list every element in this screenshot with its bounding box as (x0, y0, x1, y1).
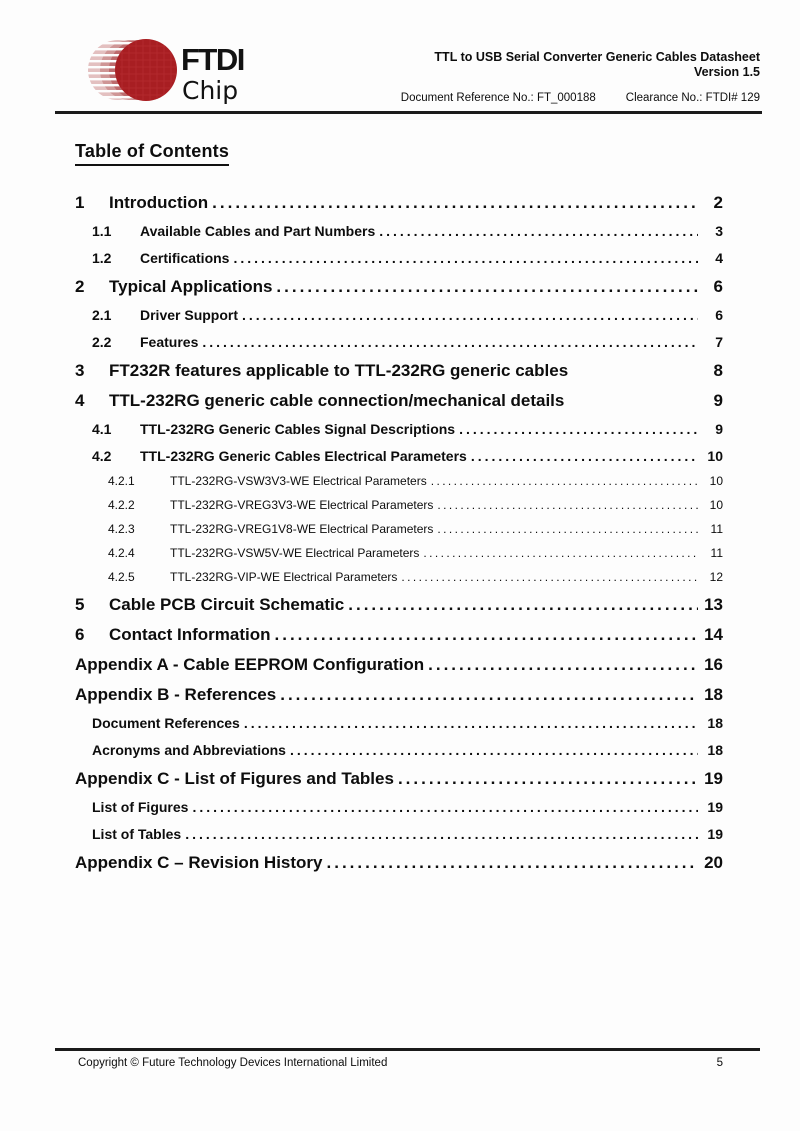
toc-entry-label: Available Cables and Part Numbers (140, 223, 376, 239)
logo-sub-text: Chip (182, 76, 239, 105)
toc-entry-page: 8 (713, 361, 723, 380)
toc-entry-label: Appendix C – Revision History (75, 853, 323, 872)
toc-entry-number: 4.2.3 (108, 522, 135, 536)
toc-entry-4-2[interactable] (75, 446, 723, 466)
toc-entry-label: TTL-232RG-VREG3V3-WE Electrical Parameters (170, 498, 434, 512)
toc-entry-appendix-c-figures[interactable] (75, 768, 723, 790)
toc-entry-page: 14 (704, 625, 723, 644)
toc-dot-leader (244, 713, 698, 733)
header-title-block (434, 50, 760, 80)
clearance-number: Clearance No.: FTDI# 129 (625, 92, 760, 104)
toc-entry-label: TTL-232RG Generic Cables Electrical Parameters (140, 448, 467, 464)
toc-entry-page: 10 (709, 498, 723, 512)
toc-dot-leader (471, 446, 698, 466)
toc-entry-label: Introduction (109, 193, 209, 212)
toc-entry-page: 11 (710, 546, 723, 560)
toc-entry-label: Driver Support (140, 307, 239, 323)
toc-entry-number: 1.2 (92, 250, 112, 266)
toc-dot-leader (423, 544, 698, 562)
toc-entry-number: 4.1 (92, 421, 112, 437)
toc-entry-page: 10 (707, 448, 723, 464)
toc-entry-4-2-3[interactable] (75, 520, 723, 538)
toc-dot-leader (275, 624, 699, 646)
toc-entry-label: TTL-232RG generic cable connection/mechanical details (109, 391, 565, 410)
toc-entry-number: 4.2.4 (108, 546, 135, 560)
toc-entry-page: 3 (715, 223, 723, 239)
toc-entry-page: 4 (715, 250, 723, 266)
toc-entry-number: 2.1 (92, 307, 112, 323)
toc-entry-number: 2 (75, 277, 85, 296)
toc-dot-leader (192, 797, 698, 817)
toc-entry-4-2-2[interactable] (75, 496, 723, 514)
toc-entry-number: 2.2 (92, 334, 112, 350)
toc-dot-leader (327, 852, 699, 874)
ftdi-logo-graphic (84, 36, 244, 106)
toc-entry-4-2-1[interactable] (75, 472, 723, 490)
toc-entry-1-1[interactable] (75, 221, 723, 241)
page-footer (78, 1057, 723, 1069)
toc-dot-leader (242, 305, 698, 325)
toc-entry-label: TTL-232RG-VSW3V3-WE Electrical Parameters (170, 474, 427, 488)
toc-entry-4-2-4[interactable] (75, 544, 723, 562)
toc-entry-list-of-figures[interactable] (75, 797, 723, 817)
toc-entry-document-references[interactable] (75, 713, 723, 733)
header-title-line1: TTL to USB Serial Converter Generic Cables Datasheet (434, 50, 760, 64)
toc-entry-4[interactable] (75, 390, 723, 412)
toc-dot-leader (290, 740, 698, 760)
toc-entry-page: 19 (707, 826, 723, 842)
toc-entry-1-2[interactable] (75, 248, 723, 268)
toc-dot-leader (437, 520, 698, 538)
toc-entry-label: TTL-232RG-VREG1V8-WE Electrical Parameters (170, 522, 434, 536)
toc-entry-number: 4.2.5 (108, 570, 135, 584)
toc-entry-page: 7 (715, 334, 723, 350)
toc-entry-label: TTL-232RG-VIP-WE Electrical Parameters (170, 570, 398, 584)
toc-entry-page: 9 (715, 421, 723, 437)
toc-entry-3[interactable] (75, 360, 723, 382)
header-divider (55, 111, 762, 114)
toc-dot-leader (428, 654, 698, 676)
toc-entry-page: 20 (704, 853, 723, 872)
toc-entry-page: 2 (713, 193, 723, 212)
logo-main-disc (115, 39, 177, 101)
toc-entry-label: Certifications (140, 250, 230, 266)
toc-entry-2-2[interactable] (75, 332, 723, 352)
toc-dot-leader (202, 332, 698, 352)
toc-dot-leader (431, 472, 698, 490)
toc-entry-1[interactable] (75, 192, 723, 214)
document-reference-number: Document Reference No.: FT_000188 (400, 92, 596, 104)
toc-entry-number: 1.1 (92, 223, 112, 239)
footer-divider (55, 1048, 760, 1051)
toc-dot-leader (212, 192, 698, 214)
toc-entry-label: TTL-232RG-VSW5V-WE Electrical Parameters (170, 546, 420, 560)
toc-entry-label: Appendix C - List of Figures and Tables (75, 769, 394, 788)
toc-entry-label: Typical Applications (109, 277, 273, 296)
toc-dot-leader (398, 768, 698, 790)
toc-entry-page: 10 (709, 474, 723, 488)
toc-heading: Table of Contents (75, 141, 229, 166)
toc-dot-leader (437, 496, 698, 514)
toc-entry-label: Contact Information (109, 625, 271, 644)
copyright-notice: Copyright © Future Technology Devices International Limited (78, 1057, 388, 1069)
toc-entry-number: 4.2.2 (108, 498, 135, 512)
toc-entry-page: 6 (713, 277, 723, 296)
header-title-line2: Version 1.5 (693, 65, 760, 79)
toc-entry-page: 11 (710, 522, 723, 536)
toc-entry-label: Appendix A - Cable EEPROM Configuration (75, 655, 425, 674)
toc-entry-2[interactable] (75, 276, 723, 298)
toc-entry-label: Document References (92, 715, 240, 731)
logo-brand-text: FTDI (181, 42, 244, 77)
header-reference-line (401, 92, 760, 104)
toc-dot-leader (233, 248, 698, 268)
ftdi-chip-logo (84, 36, 244, 111)
toc-entry-page: 16 (704, 655, 723, 674)
toc-entry-page: 9 (713, 391, 723, 410)
toc-dot-leader (276, 276, 698, 298)
table-of-contents (75, 184, 723, 874)
toc-entry-page: 13 (704, 595, 723, 614)
toc-entry-appendix-a[interactable] (75, 654, 723, 676)
toc-entry-page: 6 (715, 307, 723, 323)
toc-entry-number: 5 (75, 595, 85, 614)
toc-entry-6[interactable] (75, 624, 723, 646)
toc-entry-label: TTL-232RG Generic Cables Signal Descriptions (140, 421, 456, 437)
toc-entry-label: Acronyms and Abbreviations (92, 742, 286, 758)
toc-dot-leader (459, 419, 698, 439)
toc-entry-label: FT232R features applicable to TTL-232RG generic cables (109, 361, 569, 380)
toc-entry-label: List of Figures (92, 799, 189, 815)
toc-dot-leader (280, 684, 698, 706)
toc-entry-label: List of Tables (92, 826, 182, 842)
toc-entry-label: Features (140, 334, 199, 350)
toc-entry-page: 18 (707, 742, 723, 758)
toc-entry-appendix-b[interactable] (75, 684, 723, 706)
toc-entry-page: 19 (704, 769, 723, 788)
toc-entry-number: 1 (75, 193, 85, 212)
toc-entry-page: 12 (709, 570, 723, 584)
toc-entry-4-1[interactable] (75, 419, 723, 439)
toc-entry-acronyms[interactable] (75, 740, 723, 760)
toc-entry-number: 4.2 (92, 448, 112, 464)
toc-dot-leader (379, 221, 698, 241)
toc-entry-number: 6 (75, 625, 85, 644)
page-number: 5 (716, 1057, 723, 1069)
toc-dot-leader (401, 568, 698, 586)
toc-entry-page: 18 (704, 685, 723, 704)
toc-entry-4-2-5[interactable] (75, 568, 723, 586)
toc-entry-number: 3 (75, 361, 85, 380)
toc-entry-appendix-c-revision[interactable] (75, 852, 723, 874)
toc-entry-number: 4.2.1 (108, 474, 135, 488)
toc-entry-5[interactable] (75, 594, 723, 616)
toc-dot-leader (348, 594, 698, 616)
toc-entry-2-1[interactable] (75, 305, 723, 325)
toc-entry-label: Appendix B - References (75, 685, 277, 704)
toc-entry-page: 19 (707, 799, 723, 815)
toc-entry-page: 18 (707, 715, 723, 731)
toc-entry-list-of-tables[interactable] (75, 824, 723, 844)
toc-entry-label: Cable PCB Circuit Schematic (109, 595, 345, 614)
toc-dot-leader (185, 824, 698, 844)
toc-entry-number: 4 (75, 391, 85, 410)
